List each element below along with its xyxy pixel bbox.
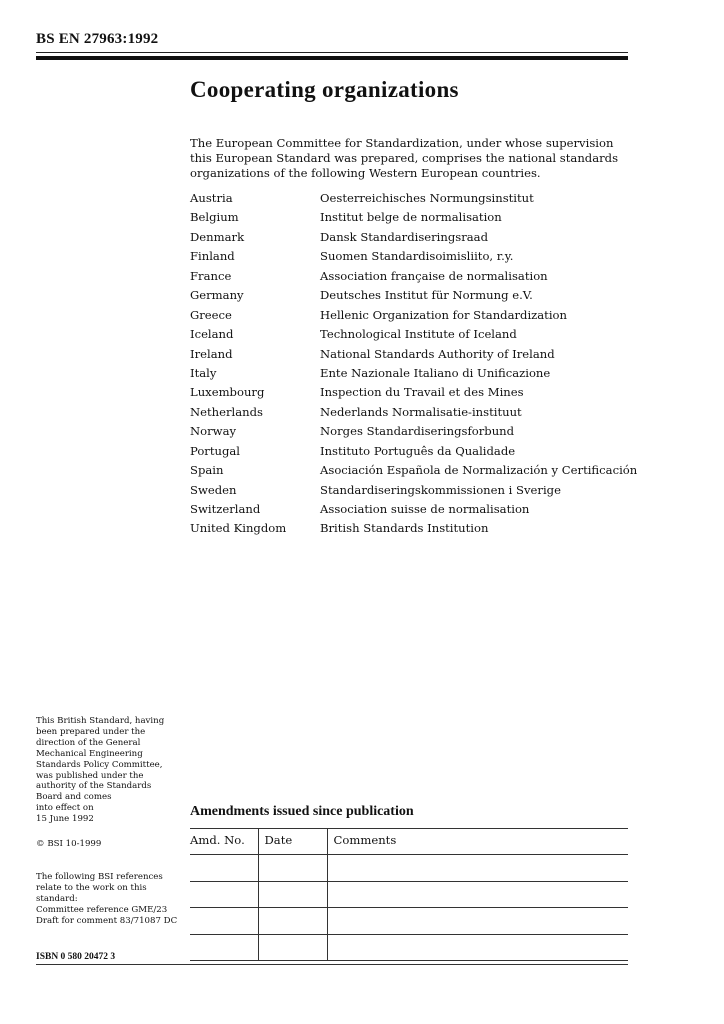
organization-body: National Standards Authority of Ireland [320, 346, 555, 361]
amendment-cell [190, 908, 258, 935]
organization-body: Asociación Española de Normalización y Certificación [320, 463, 638, 478]
organization-country: Switzerland [190, 502, 261, 516]
organization-body: Deutsches Institut für Normung e.V. [320, 288, 533, 303]
organization-row [190, 347, 640, 366]
organization-body: Ente Nazionale Italiano di Unificazione [320, 365, 551, 380]
publication-note-line: direction of the General [36, 737, 141, 748]
organization-body: Instituto Português da Qualidade [320, 443, 516, 458]
organization-country: Ireland [190, 346, 233, 361]
organization-country: Portugal [190, 443, 241, 458]
amendment-row [190, 934, 628, 961]
amendment-cell [258, 934, 327, 961]
organization-row [190, 269, 640, 288]
organization-row [190, 502, 640, 521]
organization-body: Dansk Standardiseringsraad [320, 229, 489, 244]
organization-body: Suomen Standardisoimisliito, r.y. [320, 249, 514, 264]
page-title: Cooperating organizations [190, 77, 459, 102]
isbn: ISBN 0 580 20472 3 [36, 952, 116, 962]
organization-country: Belgium [190, 210, 239, 225]
organization-country: Greece [190, 307, 232, 322]
amendment-cell [190, 855, 258, 882]
organization-row [190, 308, 640, 327]
publication-note-line: Mechanical Engineering [36, 748, 143, 759]
organization-country: United Kingdom [190, 521, 287, 536]
organization-body: British Standards Institution [320, 521, 489, 536]
organization-row [190, 210, 640, 229]
publication-note-line: 15 June 1992 [36, 814, 94, 825]
standard-id: BS EN 27963:1992 [36, 31, 159, 47]
column-header-comments: Comments [327, 829, 628, 855]
organization-row [190, 463, 640, 482]
amendment-cell [258, 881, 327, 908]
publication-note-line: authority of the Standards [36, 781, 152, 792]
organization-row [190, 483, 640, 502]
bsi-reference-line: The following BSI references [36, 872, 163, 882]
header-rule-thick [36, 56, 628, 60]
column-header-date: Date [258, 829, 327, 855]
intro-paragraph: The European Committee for Standardization, under whose supervision this European Standard was prepared, comprises the national standards organizations of the following Western European countries. [190, 136, 619, 181]
bsi-reference-line: standard: [36, 893, 78, 904]
publication-note-line: into effect on [36, 803, 94, 814]
organization-country: France [190, 268, 232, 283]
organization-body: Norges Standardiseringsforbund [320, 424, 515, 439]
organization-row [190, 444, 640, 463]
amendment-cell [258, 855, 327, 882]
publication-note-line: Board and comes [36, 792, 112, 803]
organization-body: Standardiseringskommissionen i Sverige [320, 482, 561, 497]
organization-country: Netherlands [190, 404, 263, 419]
amendments-table [190, 828, 628, 961]
footer-rule [36, 964, 628, 965]
column-header-amd-no: Amd. No. [190, 829, 258, 855]
publication-note-line: been prepared under the [36, 726, 146, 737]
organization-row [190, 327, 640, 346]
bsi-reference-line: relate to the work on this [36, 882, 147, 893]
organization-country: Finland [190, 249, 235, 264]
publication-note-line: was published under the [36, 770, 144, 781]
amendments-heading: Amendments issued since publication [190, 804, 414, 819]
organization-country: Spain [190, 463, 224, 478]
organization-country: Denmark [190, 229, 245, 244]
organization-country: Italy [190, 365, 217, 380]
publication-note-line: This British Standard, having [36, 716, 165, 726]
organization-row [190, 230, 640, 249]
organization-body: Nederlands Normalisatie-instituut [320, 404, 522, 419]
copyright-notice: © BSI 10-1999 [36, 839, 102, 849]
organization-row [190, 521, 640, 540]
organization-country: Iceland [190, 327, 234, 342]
organization-row [190, 424, 640, 443]
bsi-references [36, 872, 186, 927]
organization-row [190, 288, 640, 307]
organization-row [190, 191, 640, 210]
organization-country: Norway [190, 424, 237, 439]
amendments-header-row [190, 829, 628, 855]
organization-body: Inspection du Travail et des Mines [320, 385, 524, 400]
header-rule-thin [36, 52, 628, 53]
amendment-cell [190, 881, 258, 908]
organization-body: Institut belge de normalisation [320, 210, 502, 225]
amendment-cell [190, 934, 258, 961]
organization-body: Technological Institute of Iceland [320, 327, 517, 342]
organization-row [190, 366, 640, 385]
organization-body: Association française de normalisation [320, 268, 548, 283]
organization-body: Oesterreichisches Normungsinstitut [320, 191, 534, 205]
amendment-cell [327, 908, 628, 935]
organization-body: Hellenic Organization for Standardization [320, 307, 567, 322]
organization-country: Austria [190, 191, 233, 205]
organization-row [190, 249, 640, 268]
organization-country: Luxembourg [190, 385, 265, 400]
amendment-row [190, 855, 628, 882]
bsi-reference-line: Draft for comment 83/71087 DC [36, 915, 178, 926]
organization-country: Sweden [190, 482, 237, 497]
bsi-reference-line: Committee reference GME/23 [36, 904, 168, 915]
amendment-row [190, 881, 628, 908]
organization-body: Association suisse de normalisation [320, 502, 530, 516]
amendment-cell [258, 908, 327, 935]
organizations-list [190, 191, 640, 541]
publication-note [36, 716, 181, 825]
organization-row [190, 385, 640, 404]
amendment-row [190, 908, 628, 935]
publication-note-line: Standards Policy Committee, [36, 759, 163, 770]
amendment-cell [327, 855, 628, 882]
organization-country: Germany [190, 288, 244, 303]
amendment-cell [327, 881, 628, 908]
organization-row [190, 405, 640, 424]
amendment-cell [327, 934, 628, 961]
